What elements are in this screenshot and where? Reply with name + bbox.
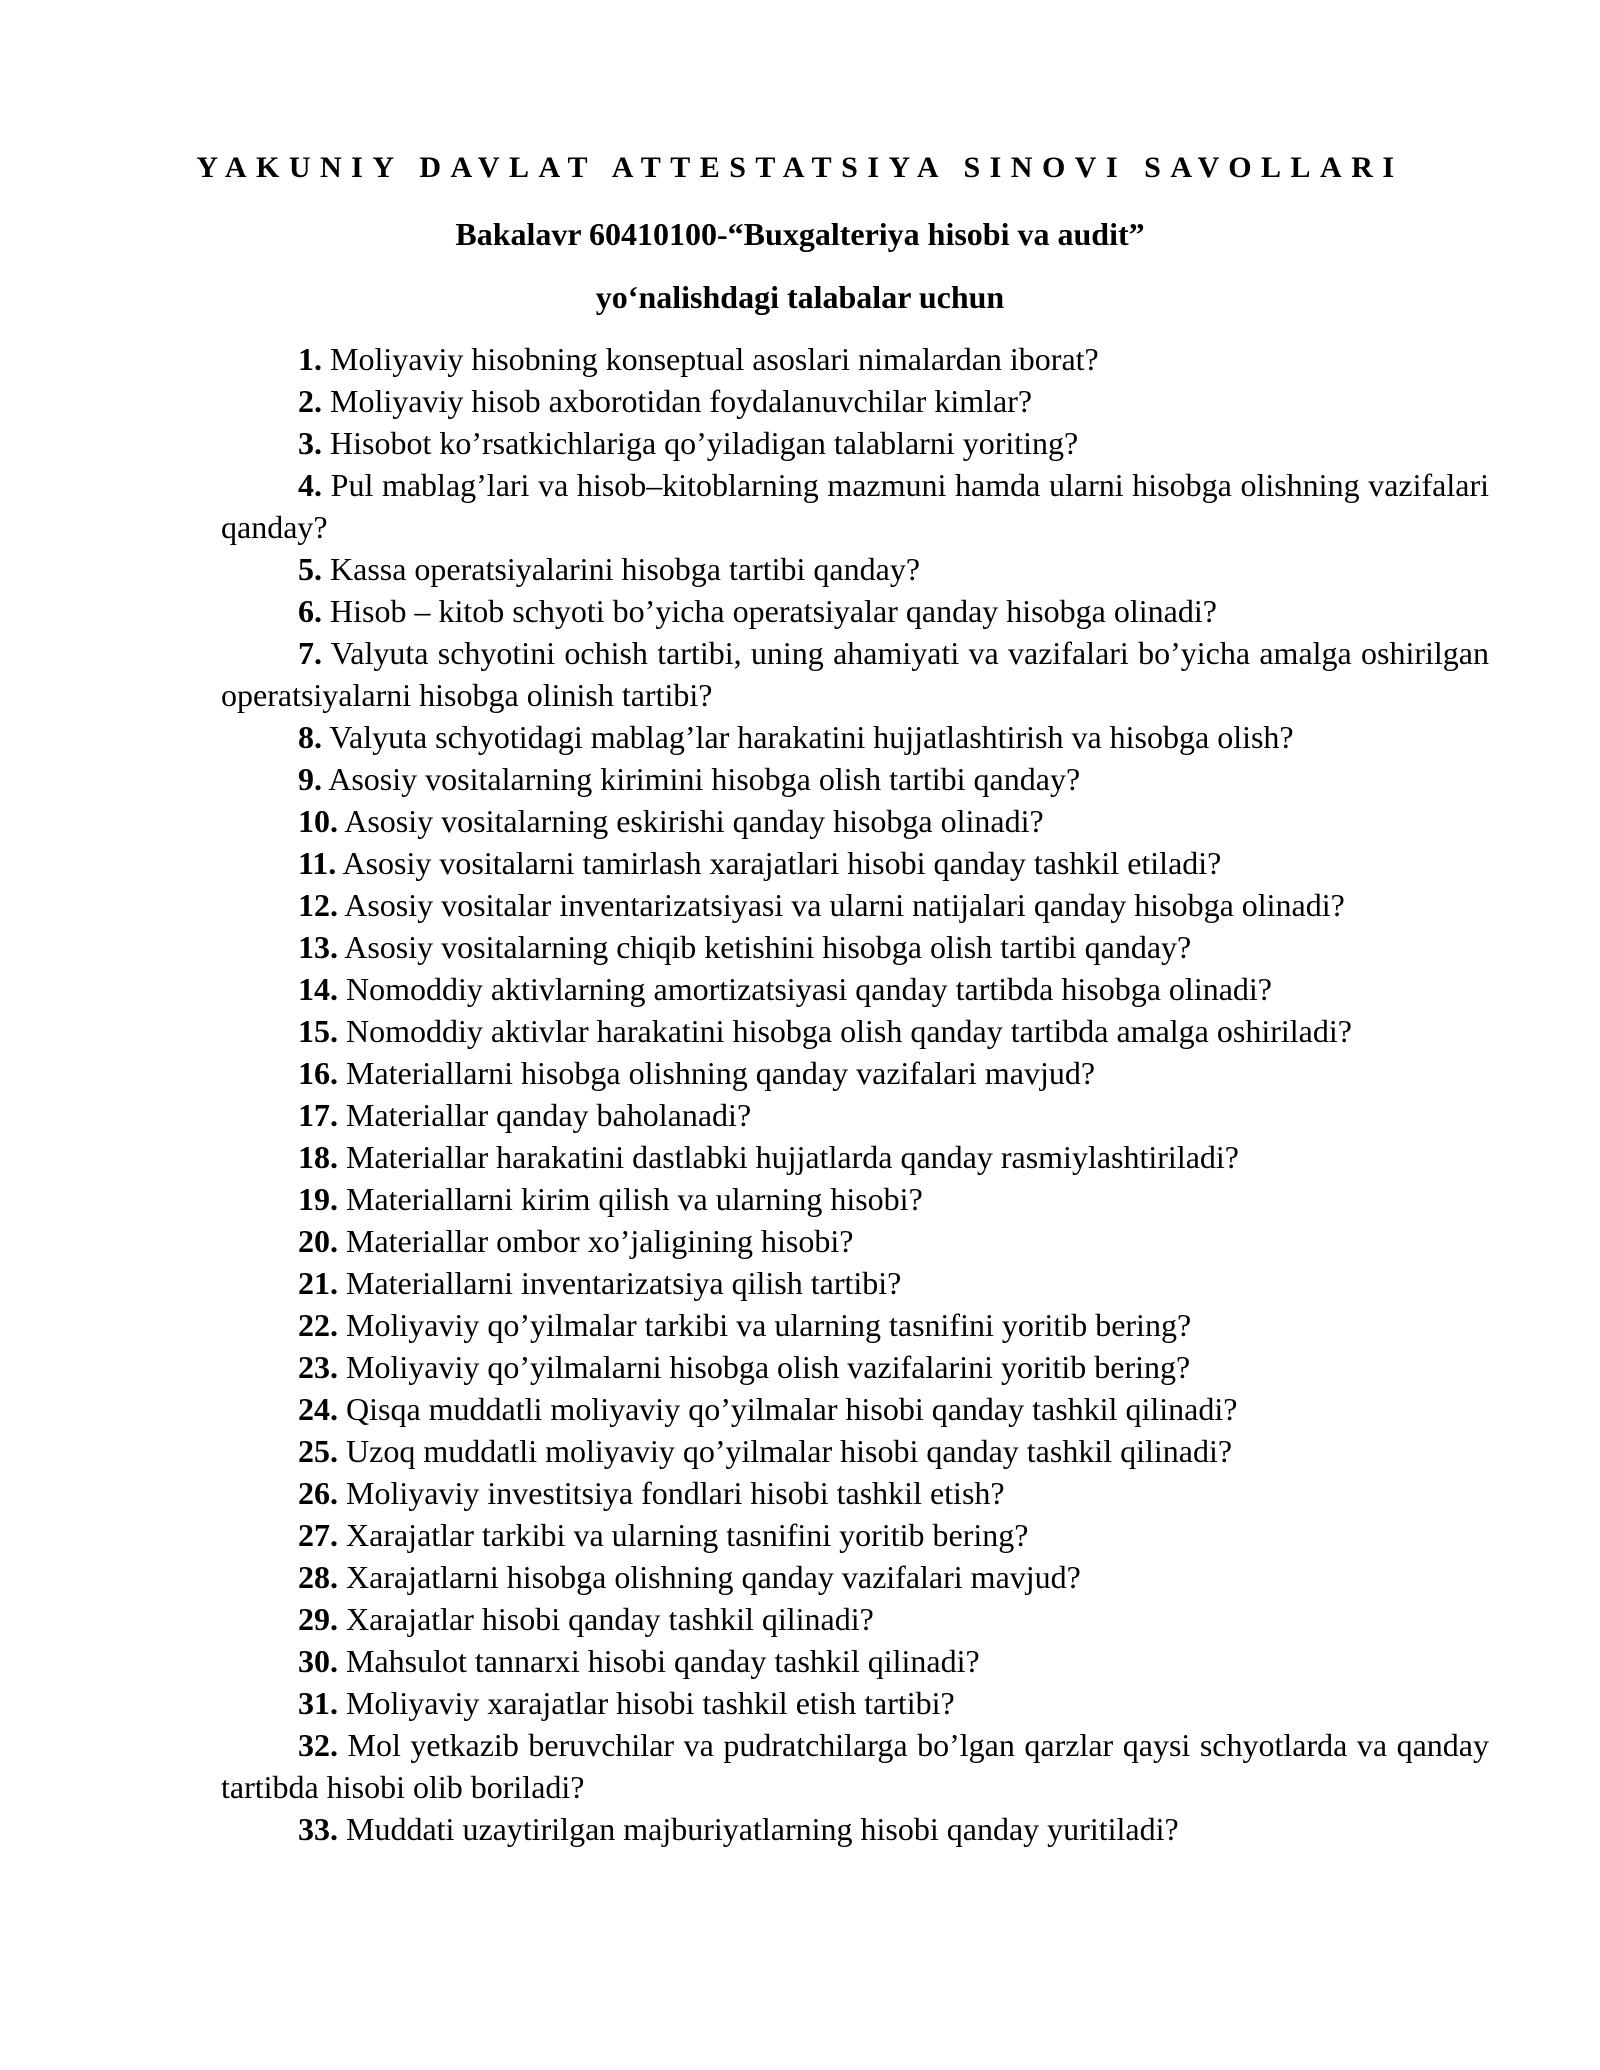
question-item bbox=[221, 716, 1489, 758]
question-number: 21. bbox=[298, 1265, 338, 1301]
question-item bbox=[221, 1262, 1489, 1304]
question-number: 14. bbox=[298, 971, 338, 1007]
question-text: Moliyaviy qo’yilmalarni hisobga olish vazifalarini yoritib bering? bbox=[346, 1349, 1191, 1385]
question-number: 7. bbox=[298, 635, 322, 671]
question-item bbox=[221, 1640, 1489, 1682]
question-number: 15. bbox=[298, 1013, 338, 1049]
question-item bbox=[221, 1430, 1489, 1472]
question-text: Kassa operatsiyalarini hisobga tartibi qanday? bbox=[330, 551, 921, 587]
question-text: Valyuta schyotini ochish tartibi, uning ahamiyati va vazifalari bo’yicha amalga oshirilgan operatsiyalarni hisobga olinish tartibi? bbox=[221, 635, 1490, 713]
question-item bbox=[221, 632, 1489, 716]
question-text: Nomoddiy aktivlar harakatini hisobga olish qanday tartibda amalga oshiriladi? bbox=[346, 1013, 1352, 1049]
question-number: 24. bbox=[298, 1391, 338, 1427]
question-number: 28. bbox=[298, 1559, 338, 1595]
question-text: Materiallar ombor xo’jaligining hisobi? bbox=[346, 1223, 854, 1259]
question-item bbox=[221, 1724, 1489, 1808]
question-number: 26. bbox=[298, 1475, 338, 1511]
question-text: Moliyaviy qo’yilmalar tarkibi va ularning tasnifini yoritib bering? bbox=[346, 1307, 1192, 1343]
question-number: 10. bbox=[298, 803, 338, 839]
question-number: 20. bbox=[298, 1223, 338, 1259]
document-subtitle-audience: yo‘nalishdagi talabalar uchun bbox=[595, 279, 1005, 315]
question-text: Pul mablag’lari va hisob–kitoblarning mazmuni hamda ularni hisobga olishning vazifalari qanday? bbox=[221, 467, 1490, 545]
question-item bbox=[221, 1472, 1489, 1514]
question-text: Asosiy vositalar inventarizatsiyasi va ularni natijalari qanday hisobga olinadi? bbox=[344, 887, 1345, 923]
question-text: Xarajatlar hisobi qanday tashkil qilinadi? bbox=[346, 1601, 874, 1637]
question-text: Materiallarni inventarizatsiya qilish tartibi? bbox=[346, 1265, 902, 1301]
question-text: Asosiy vositalarning eskirishi qanday hisobga olinadi? bbox=[344, 803, 1044, 839]
question-text: Materiallar harakatini dastlabki hujjatlarda qanday rasmiylashtiriladi? bbox=[346, 1139, 1239, 1175]
question-text: Muddati uzaytirilgan majburiyatlarning hisobi qanday yuritiladi? bbox=[346, 1811, 1179, 1847]
question-number: 31. bbox=[298, 1685, 338, 1721]
question-text: Materiallar qanday baholanadi? bbox=[346, 1097, 752, 1133]
question-item bbox=[221, 422, 1489, 464]
question-item bbox=[221, 1304, 1489, 1346]
question-item bbox=[221, 1220, 1489, 1262]
question-number: 18. bbox=[298, 1139, 338, 1175]
question-item bbox=[221, 1052, 1489, 1094]
question-item bbox=[221, 758, 1489, 800]
question-number: 25. bbox=[298, 1433, 338, 1469]
document-subtitle-program: Bakalavr 60410100-“Buxgalteriya hisobi va audit” bbox=[455, 216, 1145, 252]
question-text: Asosiy vositalarni tamirlash xarajatlari hisobi qanday tashkil etiladi? bbox=[342, 845, 1222, 881]
question-text: Valyuta schyotidagi mablag’lar harakatini hujjatlashtirish va hisobga olish? bbox=[329, 719, 1294, 755]
question-number: 27. bbox=[298, 1517, 338, 1553]
question-number: 9. bbox=[298, 761, 322, 797]
question-number: 11. bbox=[298, 845, 337, 881]
question-text: Moliyaviy investitsiya fondlari hisobi tashkil etish? bbox=[346, 1475, 1005, 1511]
question-item bbox=[221, 926, 1489, 968]
question-text: Uzoq muddatli moliyaviy qo’yilmalar hisobi qanday tashkil qilinadi? bbox=[346, 1433, 1233, 1469]
question-item bbox=[221, 1136, 1489, 1178]
question-item bbox=[221, 380, 1489, 422]
question-number: 3. bbox=[298, 425, 322, 461]
question-item bbox=[221, 338, 1489, 380]
question-item bbox=[221, 1178, 1489, 1220]
question-text: Hisob – kitob schyoti bo’yicha operatsiyalar qanday hisobga olinadi? bbox=[330, 593, 1217, 629]
question-number: 5. bbox=[298, 551, 322, 587]
question-number: 23. bbox=[298, 1349, 338, 1385]
question-number: 33. bbox=[298, 1811, 338, 1847]
question-text: Xarajatlar tarkibi va ularning tasnifini yoritib bering? bbox=[346, 1517, 1029, 1553]
question-number: 4. bbox=[298, 467, 322, 503]
question-item bbox=[221, 1556, 1489, 1598]
question-item bbox=[221, 1598, 1489, 1640]
question-text: Materiallarni hisobga olishning qanday vazifalari mavjud? bbox=[346, 1055, 1096, 1091]
question-item bbox=[221, 884, 1489, 926]
question-text: Qisqa muddatli moliyaviy qo’yilmalar hisobi qanday tashkil qilinadi? bbox=[346, 1391, 1238, 1427]
question-text: Materiallarni kirim qilish va ularning hisobi? bbox=[346, 1181, 923, 1217]
question-text: Mahsulot tannarxi hisobi qanday tashkil qilinadi? bbox=[346, 1643, 980, 1679]
question-item bbox=[221, 464, 1489, 548]
question-number: 16. bbox=[298, 1055, 338, 1091]
question-item bbox=[221, 548, 1489, 590]
question-item bbox=[221, 1388, 1489, 1430]
question-item bbox=[221, 1682, 1489, 1724]
question-text: Nomoddiy aktivlarning amortizatsiyasi qanday tartibda hisobga olinadi? bbox=[346, 971, 1272, 1007]
question-number: 8. bbox=[298, 719, 322, 755]
question-text: Asosiy vositalarning kirimini hisobga olish tartibi qanday? bbox=[328, 761, 1081, 797]
question-text: Xarajatlarni hisobga olishning qanday vazifalari mavjud? bbox=[346, 1559, 1081, 1595]
question-number: 29. bbox=[298, 1601, 338, 1637]
question-text: Asosiy vositalarning chiqib ketishini hisobga olish tartibi qanday? bbox=[344, 929, 1192, 965]
question-text: Mol yetkazib beruvchilar va pudratchilarga bo’lgan qarzlar qaysi schyotlarda va qanday tartibda hisobi olib boriladi? bbox=[221, 1727, 1490, 1805]
question-number: 12. bbox=[298, 887, 338, 923]
question-text: Moliyaviy xarajatlar hisobi tashkil etish tartibi? bbox=[346, 1685, 955, 1721]
question-item bbox=[221, 842, 1489, 884]
question-number: 22. bbox=[298, 1307, 338, 1343]
document-title: YAKUNIY DAVLAT ATTESTATSIYA SINOVI SAVOLLARI bbox=[196, 151, 1404, 184]
question-number: 1. bbox=[298, 341, 322, 377]
question-number: 32. bbox=[298, 1727, 338, 1763]
question-number: 19. bbox=[298, 1181, 338, 1217]
question-item bbox=[221, 1346, 1489, 1388]
questions-list bbox=[221, 338, 1489, 1850]
question-number: 30. bbox=[298, 1643, 338, 1679]
question-number: 2. bbox=[298, 383, 322, 419]
question-number: 13. bbox=[298, 929, 338, 965]
question-text: Moliyaviy hisob axborotidan foydalanuvchilar kimlar? bbox=[330, 383, 1033, 419]
question-item bbox=[221, 800, 1489, 842]
question-item bbox=[221, 1094, 1489, 1136]
question-number: 17. bbox=[298, 1097, 338, 1133]
question-item bbox=[221, 968, 1489, 1010]
question-text: Moliyaviy hisobning konseptual asoslari nimalardan iborat? bbox=[330, 341, 1099, 377]
question-item bbox=[221, 1514, 1489, 1556]
question-item bbox=[221, 590, 1489, 632]
question-item bbox=[221, 1808, 1489, 1850]
question-text: Hisobot ko’rsatkichlariga qo’yiladigan talablarni yoriting? bbox=[330, 425, 1079, 461]
question-item bbox=[221, 1010, 1489, 1052]
question-number: 6. bbox=[298, 593, 322, 629]
